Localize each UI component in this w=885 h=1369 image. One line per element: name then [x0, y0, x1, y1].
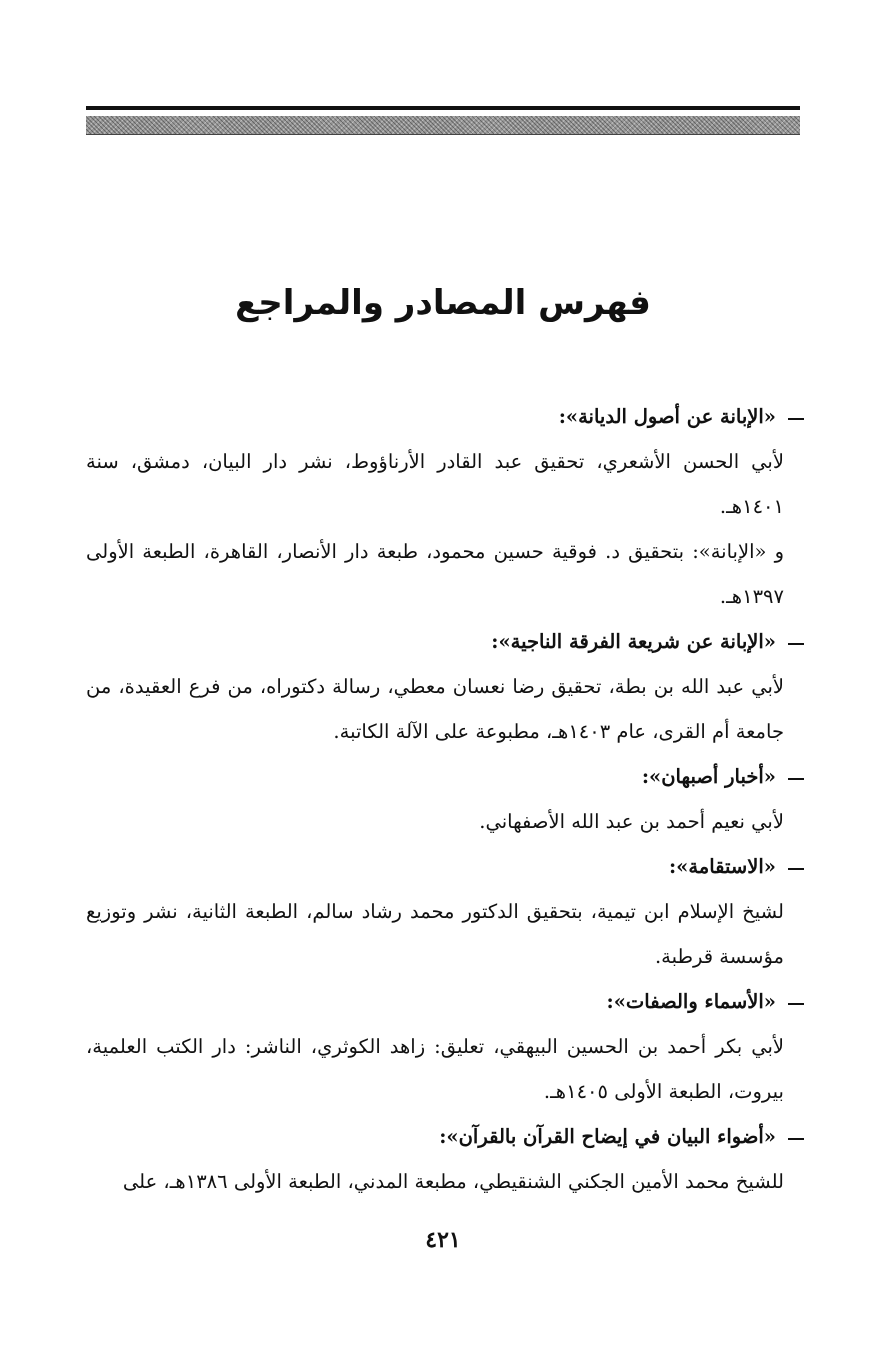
entry-title	[86, 979, 804, 1024]
page-title: فهرس المصادر والمراجع	[235, 283, 651, 323]
dash-icon	[788, 1138, 804, 1140]
entry-title-text: «الإبانة عن أصول الديانة»:	[558, 405, 776, 428]
entry-title-text: «الاستقامة»:	[668, 855, 776, 878]
entry-body: لأبي الحسن الأشعري، تحقيق عبد القادر الأرناؤوط، نشر دار البيان، دمشق، سنة ١٤٠١هـ.	[86, 450, 784, 518]
dash-icon	[788, 778, 804, 780]
dash-icon	[788, 643, 804, 645]
dash-icon	[788, 1003, 804, 1005]
entry-body: و «الإبانة»: بتحقيق د. فوقية حسين محمود، طبعة دار الأنصار، القاهرة، الطبعة الأولى ١٣٩٧هـ.	[86, 540, 784, 608]
header-bar	[86, 106, 800, 134]
entry-title	[86, 394, 804, 439]
entry-title	[86, 619, 804, 664]
header-band	[86, 116, 800, 135]
entry-title-text: «أضواء البيان في إيضاح القرآن بالقرآن»:	[439, 1125, 776, 1148]
page-number: ٤٢١	[425, 1227, 461, 1253]
entry-title	[86, 844, 804, 889]
entry-body: لشيخ الإسلام ابن تيمية، بتحقيق الدكتور محمد رشاد سالم، الطبعة الثانية، نشر وتوزيع مؤسسة قرطبة.	[86, 900, 784, 968]
header-rule	[86, 106, 800, 110]
entry-body: لأبي نعيم أحمد بن عبد الله الأصفهاني.	[479, 810, 784, 833]
entry-title	[86, 1114, 804, 1159]
entry-title	[86, 754, 804, 799]
entry-title-text: «أخبار أصبهان»:	[641, 765, 776, 788]
entry-body: لأبي بكر أحمد بن الحسين البيهقي، تعليق: زاهد الكوثري، الناشر: دار الكتب العلمية، بيروت، الطبعة الأولى ١٤٠٥هـ.	[86, 1035, 784, 1103]
dash-icon	[788, 418, 804, 420]
dash-icon	[788, 868, 804, 870]
entry-body: للشيخ محمد الأمين الجكني الشنقيطي، مطبعة المدني، الطبعة الأولى ١٣٨٦هـ، على	[122, 1170, 784, 1193]
entry-title-text: «الإبانة عن شريعة الفرقة الناجية»:	[491, 630, 776, 653]
entry-body: لأبي عبد الله بن بطة، تحقيق رضا نعسان معطي، رسالة دكتوراه، من فرع العقيدة، من جامعة أم القرى، عام ١٤٠٣هـ، مطبوعة على الآلة الكاتبة.	[86, 675, 784, 743]
bibliography-list	[86, 394, 804, 1204]
entry-title-text: «الأسماء والصفات»:	[606, 990, 776, 1013]
